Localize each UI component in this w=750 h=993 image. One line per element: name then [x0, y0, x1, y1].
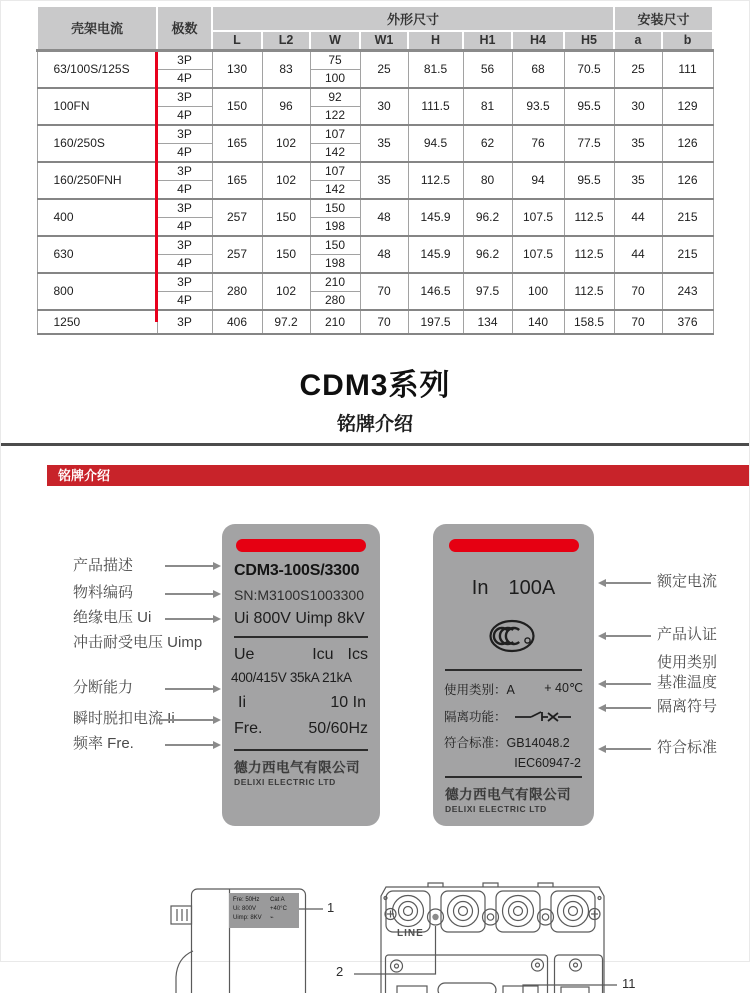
cell-H5: 112.5 [564, 273, 614, 310]
cell-b: 243 [662, 273, 713, 310]
cell-L: 257 [212, 236, 262, 273]
cell-b: 215 [662, 236, 713, 273]
cell-pole: 4P [157, 180, 212, 199]
ics-label: Ics [347, 645, 368, 663]
cell-b: 126 [662, 125, 713, 162]
isolation-function-row [444, 707, 583, 725]
ii-label: Ii [238, 693, 246, 711]
right-arrow-icon [165, 688, 213, 690]
table-header-row-1 [37, 6, 713, 31]
cell-H1: 96.2 [463, 236, 512, 273]
cell-pole: 3P [157, 310, 212, 334]
nameplate-divider [234, 636, 368, 638]
cell-b: 126 [662, 162, 713, 199]
header-mount-dimensions: 安装尺寸 [614, 6, 713, 31]
table-row [37, 50, 713, 69]
callout-usage-category: 使用类别 [657, 653, 718, 671]
ii-value: 10 In [330, 693, 366, 711]
cell-L: 406 [212, 310, 262, 334]
callout-insulation-voltage: 绝缘电压 Ui [73, 608, 152, 626]
header-L: L [212, 31, 262, 50]
spec-uimp: Uimp: 8KV [233, 914, 262, 921]
cell-L: 257 [212, 199, 262, 236]
cell-H4: 76 [512, 125, 564, 162]
callout-rated-current: 额定电流 [657, 572, 718, 590]
in-value: 100A [508, 576, 556, 599]
cell-H4: 94 [512, 162, 564, 199]
cell-frame: 630 [37, 236, 157, 273]
header-W: W [310, 31, 360, 50]
usage-category: 使用类别：A [444, 682, 515, 697]
cell-pole: 3P [157, 88, 212, 107]
header-L2: L2 [262, 31, 310, 50]
cell-W: 142 [310, 143, 360, 162]
callout-number-11: 11 [622, 975, 636, 991]
cell-b: 129 [662, 88, 713, 125]
nameplate-fre-row [234, 720, 368, 738]
table-row [37, 310, 713, 334]
nameplate-voltage: Ui 800V Uimp 8kV [234, 609, 365, 627]
technical-drawings [1, 836, 749, 993]
cell-W: 100 [310, 69, 360, 88]
cell-H5: 70.5 [564, 50, 614, 88]
usage-category-row [444, 680, 583, 698]
cell-H4: 100 [512, 273, 564, 310]
cell-L: 165 [212, 162, 262, 199]
header-frame-current: 壳架电流 [37, 6, 157, 50]
dimensions-table [36, 5, 714, 335]
table-row [37, 125, 713, 144]
cell-W: 210 [310, 310, 360, 334]
spec-ui: Ui: 800V [233, 905, 257, 912]
cell-W: 75 [310, 50, 360, 69]
cell-H: 111.5 [408, 88, 463, 125]
right-arrow-icon [165, 565, 213, 567]
cell-W: 150 [310, 199, 360, 218]
cell-b: 215 [662, 199, 713, 236]
fre-value: 50/60Hz [308, 719, 368, 737]
cell-W1: 30 [360, 88, 408, 125]
reference-temperature: + 40℃ [544, 680, 583, 695]
nameplate-left [222, 524, 380, 826]
cell-frame: 160/250FNH [37, 162, 157, 199]
nameplate-red-bar [449, 539, 579, 552]
cell-pole: 4P [157, 143, 212, 162]
cell-a: 44 [614, 236, 662, 273]
cell-H1: 134 [463, 310, 512, 334]
cell-W: 150 [310, 236, 360, 255]
header-H4: H4 [512, 31, 564, 50]
nameplate-ii-row [238, 694, 366, 712]
cell-W1: 35 [360, 162, 408, 199]
cell-W: 122 [310, 106, 360, 125]
cell-W1: 35 [360, 125, 408, 162]
nameplate-serial: SN:M3100S1003300 [234, 586, 364, 603]
left-arrow-icon [606, 748, 651, 750]
cell-W: 107 [310, 125, 360, 144]
nameplate-figure [1, 486, 749, 836]
header-H: H [408, 31, 463, 50]
cell-pole: 3P [157, 125, 212, 144]
line-terminal-label: LINE [397, 927, 424, 939]
cell-H1: 80 [463, 162, 512, 199]
fre-label: Fre. [234, 719, 263, 737]
header-H5: H5 [564, 31, 614, 50]
cell-pole: 3P [157, 236, 212, 255]
icu-label: Icu [312, 645, 334, 663]
standard-iec: IEC60947-2 [514, 755, 581, 770]
cell-b: 111 [662, 50, 713, 88]
cell-frame: 400 [37, 199, 157, 236]
callout-reference-temperature: 基准温度 [657, 673, 718, 691]
table-row [37, 88, 713, 107]
callout-number-1: 1 [327, 899, 335, 915]
in-label: In [471, 576, 489, 599]
standard-gb: 符合标准：GB14048.2 [444, 735, 570, 750]
callout-standards: 符合标准 [657, 738, 718, 756]
cell-L2: 102 [262, 162, 310, 199]
cell-W: 210 [310, 273, 360, 292]
left-arrow-icon [606, 683, 651, 685]
callout-isolation-symbol: 隔离符号 [657, 697, 718, 715]
nameplate-divider [234, 749, 368, 751]
header-outline-dimensions: 外形尺寸 [212, 6, 614, 31]
cell-pole: 4P [157, 254, 212, 273]
cell-W: 198 [310, 217, 360, 236]
cell-H: 145.9 [408, 199, 463, 236]
rated-current-row [433, 577, 594, 600]
cell-frame: 100FN [37, 88, 157, 125]
left-arrow-icon [606, 707, 651, 709]
nameplate-model: CDM3-100S/3300 [234, 561, 360, 579]
left-arrow-icon [606, 582, 651, 584]
cell-H1: 62 [463, 125, 512, 162]
cell-H: 94.5 [408, 125, 463, 162]
callout-product-description: 产品描述 [73, 556, 134, 574]
nameplate-divider [445, 776, 582, 778]
callout-impulse-voltage: 冲击耐受电压 Uimp [73, 633, 203, 651]
cell-pole: 4P [157, 217, 212, 236]
callout-frequency: 频率 Fre. [73, 734, 134, 752]
cell-H: 112.5 [408, 162, 463, 199]
cell-pole: 3P [157, 50, 212, 69]
cell-pole: 3P [157, 162, 212, 181]
cell-W1: 70 [360, 273, 408, 310]
cell-H5: 95.5 [564, 162, 614, 199]
header-poles: 极数 [157, 6, 212, 50]
header-a: a [614, 31, 662, 50]
cell-L2: 102 [262, 125, 310, 162]
cell-pole: 4P [157, 291, 212, 310]
table-row [37, 199, 713, 218]
cell-pole: 4P [157, 106, 212, 125]
callout-instantaneous-trip: 瞬时脱扣电流 Ii [73, 709, 175, 727]
cell-H4: 68 [512, 50, 564, 88]
cell-H5: 112.5 [564, 199, 614, 236]
cell-a: 30 [614, 88, 662, 125]
cell-H4: 107.5 [512, 236, 564, 273]
header-b: b [662, 31, 713, 50]
cell-W: 107 [310, 162, 360, 181]
cell-L2: 97.2 [262, 310, 310, 334]
spec-temp: +40°C [270, 905, 287, 912]
cell-frame: 160/250S [37, 125, 157, 162]
table-row [37, 273, 713, 292]
cell-W: 198 [310, 254, 360, 273]
nameplate-ue-row [234, 646, 368, 664]
isolation-symbol-icon [515, 710, 571, 722]
cell-a: 44 [614, 199, 662, 236]
cell-W: 142 [310, 180, 360, 199]
cell-H5: 112.5 [564, 236, 614, 273]
cell-H1: 81 [463, 88, 512, 125]
cell-W1: 70 [360, 310, 408, 334]
cell-frame: 800 [37, 273, 157, 310]
cell-a: 70 [614, 310, 662, 334]
right-arrow-icon [165, 744, 213, 746]
cell-L2: 96 [262, 88, 310, 125]
right-arrow-icon [157, 719, 213, 721]
ue-label: Ue [234, 645, 255, 663]
ccc-certification-icon [489, 618, 539, 655]
cell-H: 197.5 [408, 310, 463, 334]
cell-H4: 140 [512, 310, 564, 334]
callout-product-certification: 产品认证 [657, 625, 718, 643]
cell-H5: 95.5 [564, 88, 614, 125]
right-arrow-icon [165, 593, 213, 595]
cell-L: 165 [212, 125, 262, 162]
table-red-accent-line [155, 52, 158, 322]
table-row [37, 236, 713, 255]
cell-H5: 77.5 [564, 125, 614, 162]
company-name-cn: 德力西电气有限公司 [445, 786, 571, 802]
header-W1: W1 [360, 31, 408, 50]
header-H1: H1 [463, 31, 512, 50]
cell-H5: 158.5 [564, 310, 614, 334]
company-name-en: DELIXI ELECTRIC LTD [445, 803, 547, 814]
page-subtitle: 铭牌介绍 [336, 413, 413, 435]
cell-W1: 48 [360, 236, 408, 273]
callout-number-2: 2 [336, 963, 344, 979]
cell-b: 376 [662, 310, 713, 334]
cell-H4: 93.5 [512, 88, 564, 125]
cell-frame: 63/100S/125S [37, 50, 157, 88]
cell-a: 70 [614, 273, 662, 310]
cell-W1: 25 [360, 50, 408, 88]
cell-a: 35 [614, 162, 662, 199]
spec-fre: Fre: 50Hz [233, 896, 260, 903]
cell-W: 92 [310, 88, 360, 107]
cell-W1: 48 [360, 199, 408, 236]
spec-cat: Cat A [270, 896, 285, 903]
cell-L2: 150 [262, 199, 310, 236]
cell-a: 25 [614, 50, 662, 88]
nameplate-breaking-values: 400/415V 35kA 21kA [231, 669, 352, 685]
section-banner: 铭牌介绍 [47, 465, 749, 486]
table-row [37, 162, 713, 181]
mini-nameplate-label [229, 893, 299, 928]
callout-material-code: 物料编码 [73, 583, 134, 601]
cell-L2: 83 [262, 50, 310, 88]
cell-a: 35 [614, 125, 662, 162]
spec-symbol: ⌁ [270, 914, 274, 921]
cell-L2: 150 [262, 236, 310, 273]
cell-frame: 1250 [37, 310, 157, 334]
breaker-line-art [1, 836, 750, 993]
cell-L: 280 [212, 273, 262, 310]
isolation-label: 隔离功能： [444, 709, 507, 724]
page-title: CDM3系列 [299, 368, 451, 402]
callout-breaking-capacity: 分断能力 [73, 678, 134, 696]
cell-L: 150 [212, 88, 262, 125]
cell-H: 81.5 [408, 50, 463, 88]
cell-pole: 3P [157, 273, 212, 292]
cell-H1: 97.5 [463, 273, 512, 310]
cell-pole: 4P [157, 69, 212, 88]
cell-H1: 96.2 [463, 199, 512, 236]
cell-L2: 102 [262, 273, 310, 310]
cell-W: 280 [310, 291, 360, 310]
cell-pole: 3P [157, 199, 212, 218]
company-name-en: DELIXI ELECTRIC LTD [234, 776, 336, 787]
nameplate-divider [445, 669, 582, 671]
nameplate-red-bar [236, 539, 366, 552]
cell-L: 130 [212, 50, 262, 88]
left-arrow-icon [606, 635, 651, 637]
title-divider [1, 443, 749, 446]
right-arrow-icon [165, 618, 213, 620]
cell-H1: 56 [463, 50, 512, 88]
company-name-cn: 德力西电气有限公司 [234, 759, 360, 775]
cell-H4: 107.5 [512, 199, 564, 236]
cell-H: 145.9 [408, 236, 463, 273]
cell-H: 146.5 [408, 273, 463, 310]
nameplate-right [433, 524, 594, 826]
